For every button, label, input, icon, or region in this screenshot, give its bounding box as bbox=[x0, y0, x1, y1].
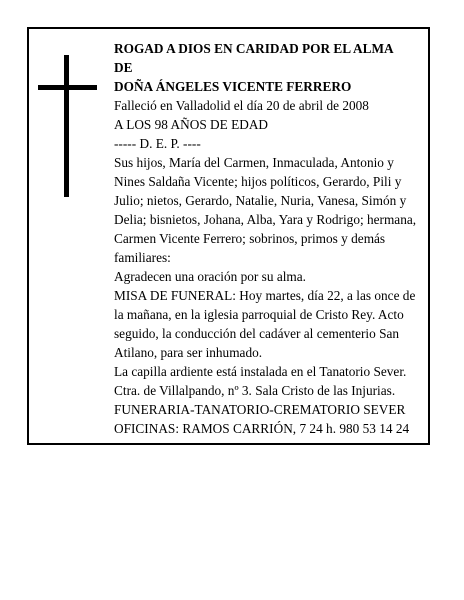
family-list: Sus hijos, María del Carmen, Inmaculada, Antonio y Nines Saldaña Vicente; hijos políticos, Gerardo, Pili y Julio; nietos, Gerardo, Natalie, Nuria, Vanesa, Simón y Delia; bisnietos, Johana, Alba, Yara y Rodrigo; hermana, Carmen Vicente Ferrero; sobrinos, primos y demás familiares: bbox=[114, 155, 417, 265]
cross-horizontal-bar bbox=[38, 85, 97, 90]
death-info: Falleció en Valladolid el día 20 de abril de 2008 bbox=[114, 98, 369, 113]
chapel-info: La capilla ardiente está instalada en el Tanatorio Sever. Ctra. de Villalpando, nº 3. Sala Cristo de las Injurias. bbox=[114, 364, 407, 398]
prayer-request: Agradecen una oración por su alma. bbox=[114, 269, 306, 284]
header-line-2: DE bbox=[114, 60, 133, 75]
header-line-1: ROGAD A DIOS EN CARIDAD POR EL ALMA bbox=[114, 41, 394, 56]
funeral-mass-info: MISA DE FUNERAL: Hoy martes, día 22, a las once de la mañana, en la iglesia parroquial de Cristo Rey. Acto seguido, la conducción del cadáver al cementerio San Atilano, para ser inhumado. bbox=[114, 288, 416, 360]
cross-vertical-bar bbox=[64, 55, 69, 197]
office-contact: OFICINAS: RAMOS CARRIÓN, 7 24 h. 980 53 14 24 bbox=[114, 421, 410, 436]
rip-line: ----- D. E. P. ---- bbox=[114, 136, 201, 151]
funeral-home-name: FUNERARIA-TANATORIO-CREMATORIO SEVER bbox=[114, 402, 406, 417]
cross-icon bbox=[38, 55, 97, 197]
deceased-name: DOÑA ÁNGELES VICENTE FERRERO bbox=[114, 79, 352, 94]
obituary-text-block bbox=[114, 39, 424, 438]
age-at-death: A LOS 98 AÑOS DE EDAD bbox=[114, 117, 269, 132]
